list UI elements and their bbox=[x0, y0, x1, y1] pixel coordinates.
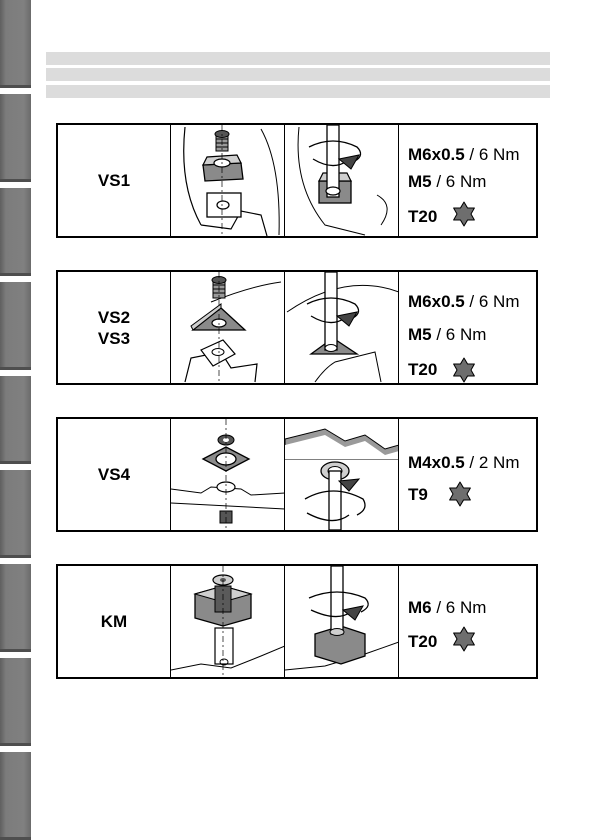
tool-label: VS3 bbox=[97, 328, 131, 348]
tightening-illustration bbox=[284, 125, 399, 236]
tightening-illustration bbox=[284, 566, 399, 677]
assembly-illustration bbox=[170, 125, 285, 236]
tool-label: VS1 bbox=[97, 171, 131, 190]
spec-line-1 bbox=[408, 145, 520, 165]
tool-size bbox=[408, 360, 437, 380]
row-label bbox=[58, 125, 170, 236]
torque-value: 2 Nm bbox=[478, 453, 520, 472]
torx-star-icon bbox=[451, 626, 477, 652]
assembly-illustration bbox=[170, 272, 285, 383]
spec-panel bbox=[398, 566, 536, 677]
torque-value: 6 Nm bbox=[445, 325, 487, 344]
torque-value: 6 Nm bbox=[478, 292, 520, 311]
torx-star-icon bbox=[451, 357, 477, 383]
spec-line-1 bbox=[408, 598, 486, 618]
side-tab-4 bbox=[0, 282, 31, 370]
spec-panel bbox=[398, 272, 536, 383]
side-tab-3 bbox=[0, 188, 31, 276]
torque-value: 6 Nm bbox=[445, 598, 487, 617]
separator: / bbox=[464, 145, 479, 164]
side-tab-9 bbox=[0, 752, 31, 840]
tightening-illustration bbox=[284, 419, 399, 530]
spec-panel bbox=[398, 125, 536, 236]
torx-star-icon bbox=[447, 481, 473, 507]
row-label bbox=[58, 272, 170, 383]
torx-size-label: T9 bbox=[408, 485, 428, 504]
spec-line-1 bbox=[408, 453, 520, 473]
side-tab-5 bbox=[0, 376, 31, 464]
spec-panel bbox=[398, 419, 536, 530]
separator: / bbox=[464, 292, 479, 311]
assembly-illustration bbox=[170, 419, 285, 530]
tightening-illustration bbox=[284, 272, 399, 383]
tool-label: KM bbox=[100, 612, 128, 631]
torx-size-label: T20 bbox=[408, 360, 438, 379]
torque-value: 6 Nm bbox=[445, 172, 487, 191]
side-tab-2 bbox=[0, 94, 31, 182]
row-label bbox=[58, 419, 170, 530]
row-label bbox=[58, 566, 170, 677]
row-vs2-vs3 bbox=[56, 270, 538, 385]
separator: / bbox=[431, 598, 446, 617]
thread-size: M6 bbox=[408, 598, 432, 617]
separator: / bbox=[431, 172, 446, 191]
tool-size bbox=[408, 207, 437, 227]
row-km bbox=[56, 564, 538, 679]
tool-label: VS2 bbox=[97, 307, 131, 327]
torx-star-icon bbox=[451, 201, 477, 227]
torx-size-label: T20 bbox=[408, 632, 438, 651]
torx-size-label: T20 bbox=[408, 207, 438, 226]
spec-line-1 bbox=[408, 292, 520, 312]
header-bar-1 bbox=[46, 52, 550, 65]
tool-size bbox=[408, 632, 437, 652]
torque-value: 6 Nm bbox=[478, 145, 520, 164]
thread-size: M5 bbox=[408, 172, 432, 191]
thread-size: M6x0.5 bbox=[408, 145, 465, 164]
row-vs4 bbox=[56, 417, 538, 532]
tool-label: VS4 bbox=[97, 465, 131, 484]
side-tab-7 bbox=[0, 564, 31, 652]
thread-size: M5 bbox=[408, 325, 432, 344]
spec-line-2 bbox=[408, 325, 486, 345]
thread-size: M4x0.5 bbox=[408, 453, 465, 472]
thread-size: M6x0.5 bbox=[408, 292, 465, 311]
spec-line-2 bbox=[408, 172, 486, 192]
side-tab-6 bbox=[0, 470, 31, 558]
side-tab-1 bbox=[0, 0, 31, 88]
separator: / bbox=[431, 325, 446, 344]
side-tab-strip bbox=[0, 0, 31, 840]
header-bar-3 bbox=[46, 85, 550, 98]
side-tab-8 bbox=[0, 658, 31, 746]
header-bar-2 bbox=[46, 68, 550, 81]
separator: / bbox=[464, 453, 479, 472]
assembly-illustration bbox=[170, 566, 285, 677]
row-vs1 bbox=[56, 123, 538, 238]
tool-size bbox=[408, 485, 428, 505]
